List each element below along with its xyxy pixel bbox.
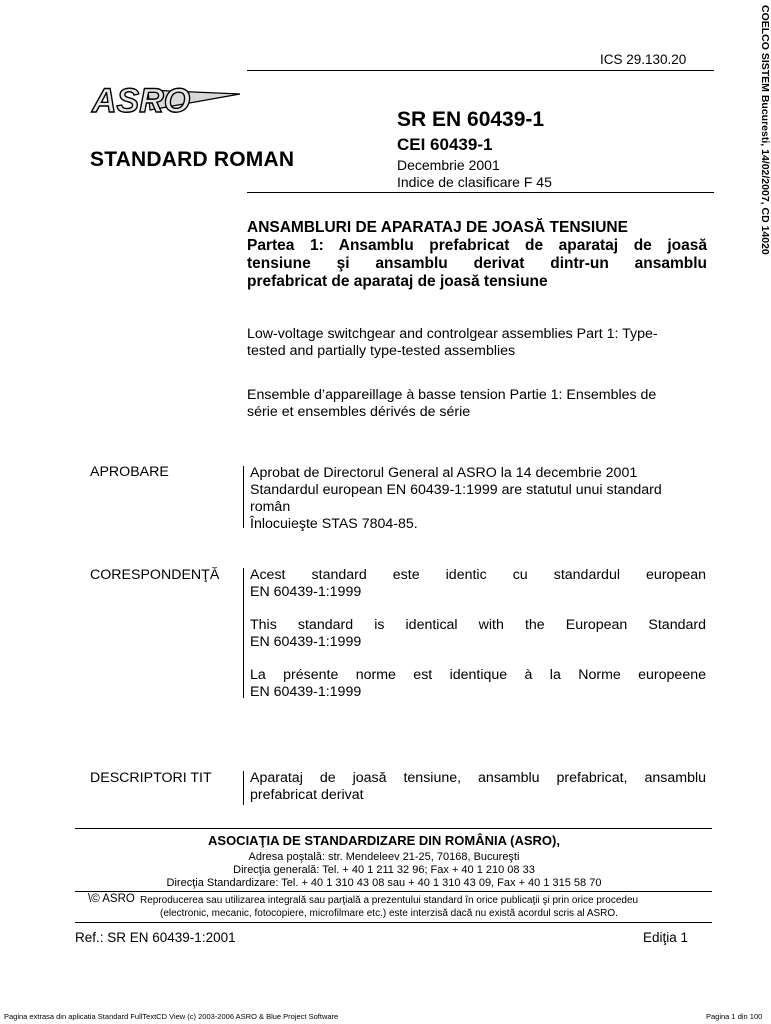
cei-code: CEI 60439-1: [397, 135, 493, 154]
aprobare-line: Standardul european EN 60439-1:1999 are statutul unui standard: [250, 482, 662, 498]
corespondenta-line: This standard is identical with the European Standard: [250, 617, 706, 633]
descriptori-line: prefabricat derivat: [250, 787, 364, 803]
french-title-line: Ensemble d’appareillage à basse tension Partie 1: Ensembles de: [247, 387, 657, 403]
title-line: ANSAMBLURI DE APARATAJ DE JOASĂ TENSIUNE: [247, 219, 628, 236]
english-title-line: Low-voltage switchgear and controlgear assemblies Part 1: Type-: [247, 326, 658, 342]
corespondenta-line: Acest standard este identic cu standardul european: [250, 567, 706, 583]
english-title-line: tested and partially type-tested assemblies: [247, 343, 516, 359]
svg-text:ASRO: ASRO: [92, 82, 191, 120]
aprobare-label: APROBARE: [90, 464, 169, 480]
aprobare-line: român: [250, 499, 291, 515]
header-rule: [247, 192, 714, 193]
page-number: Pagina 1 din 100: [706, 1012, 763, 1021]
corespondenta-ro: [250, 567, 706, 601]
french-title: [247, 387, 707, 421]
corespondenta-bar: [243, 568, 244, 698]
descriptori-text: [250, 770, 706, 804]
corespondenta-line: EN 60439-1:1999: [250, 584, 362, 600]
corespondenta-fr: [250, 667, 706, 701]
aprobare-line: Înlocuieşte STAS 7804-85.: [250, 516, 418, 532]
top-rule: [247, 70, 714, 71]
reference: Ref.: SR EN 60439-1:2001: [75, 930, 236, 945]
french-title-line: série et ensembles dérivés de série: [247, 404, 471, 420]
copyright-text: [140, 895, 720, 920]
corespondenta-line: EN 60439-1:1999: [250, 684, 362, 700]
aprobare-line: Aprobat de Directorul General al ASRO la 14 decembrie 2001: [250, 465, 638, 481]
copyright-line: (electronic, mecanic, fotocopiere, microfilmare etc.) este interzisă dacă nu există acordul scris al ASRO.: [160, 907, 618, 919]
title-line: Partea 1: Ansamblu prefabricat de aparataj de joasă: [247, 237, 707, 254]
english-title: [247, 326, 707, 360]
descriptori-label: DESCRIPTORI TIT: [90, 770, 212, 786]
publication-date: Decembrie 2001: [397, 157, 500, 173]
footer-rule-2: [75, 891, 712, 892]
footer-rule-3: [75, 922, 712, 923]
edition: Ediţia 1: [643, 930, 689, 945]
corespondenta-line: La présente norme est identique à la Norme europeene: [250, 667, 706, 683]
classification-index: Indice de clasificare F 45: [397, 174, 552, 190]
corespondenta-line: EN 60439-1:1999: [250, 634, 362, 650]
standard-roman-label: STANDARD ROMAN: [90, 148, 295, 171]
footer-general: Direcţia generală: Tel. + 40 1 211 32 96; Fax + 40 1 210 08 33: [233, 864, 535, 876]
sr-code: SR EN 60439-1: [397, 108, 545, 131]
footer-org-name: ASOCIAŢIA DE STANDARDIZARE DIN ROMÂNIA (ASRO),: [208, 833, 560, 848]
romanian-title: [247, 219, 707, 291]
corespondenta-en: [250, 617, 706, 651]
footer-rule: [75, 828, 712, 829]
aprobare-bar: [243, 466, 244, 528]
side-stamp: COELCO SISTEM Bucuresti, 14/02/2007, CD 14020: [759, 5, 771, 255]
title-line: prefabricat de aparataj de joasă tensiune: [247, 273, 548, 290]
descriptori-bar: [243, 771, 244, 805]
footer-standardizare: Direcţia Standardizare: Tel. + 40 1 310 43 08 sau + 40 1 310 43 09, Fax + 40 1 315 58 70: [166, 877, 602, 889]
title-line: tensiune şi ansamblu derivat dintr-un ansamblu: [247, 255, 707, 272]
page-footer-left: Pagina extrasa din aplicatia Standard FullTextCD View (c) 2003-2006 ASRO & Blue Project Software: [4, 1012, 339, 1021]
ics-code: ICS 29.130.20: [600, 52, 687, 67]
asro-logo: [88, 76, 248, 133]
copyright-label: \© ASRO: [88, 893, 135, 905]
copyright-line: Reproducerea sau utilizarea integrală sau parţială a prezentului standard în orice publicaţii şi prin orice procedeu: [140, 895, 639, 906]
descriptori-line: Aparataj de joasă tensiune, ansamblu prefabricat, ansamblu: [250, 770, 706, 786]
aprobare-text: [250, 465, 706, 533]
footer-address: Adresa poştală: str. Mendeleev 21-25, 70168, Bucureşti: [248, 851, 520, 863]
corespondenta-label: CORESPONDENŢĂ: [90, 567, 220, 583]
